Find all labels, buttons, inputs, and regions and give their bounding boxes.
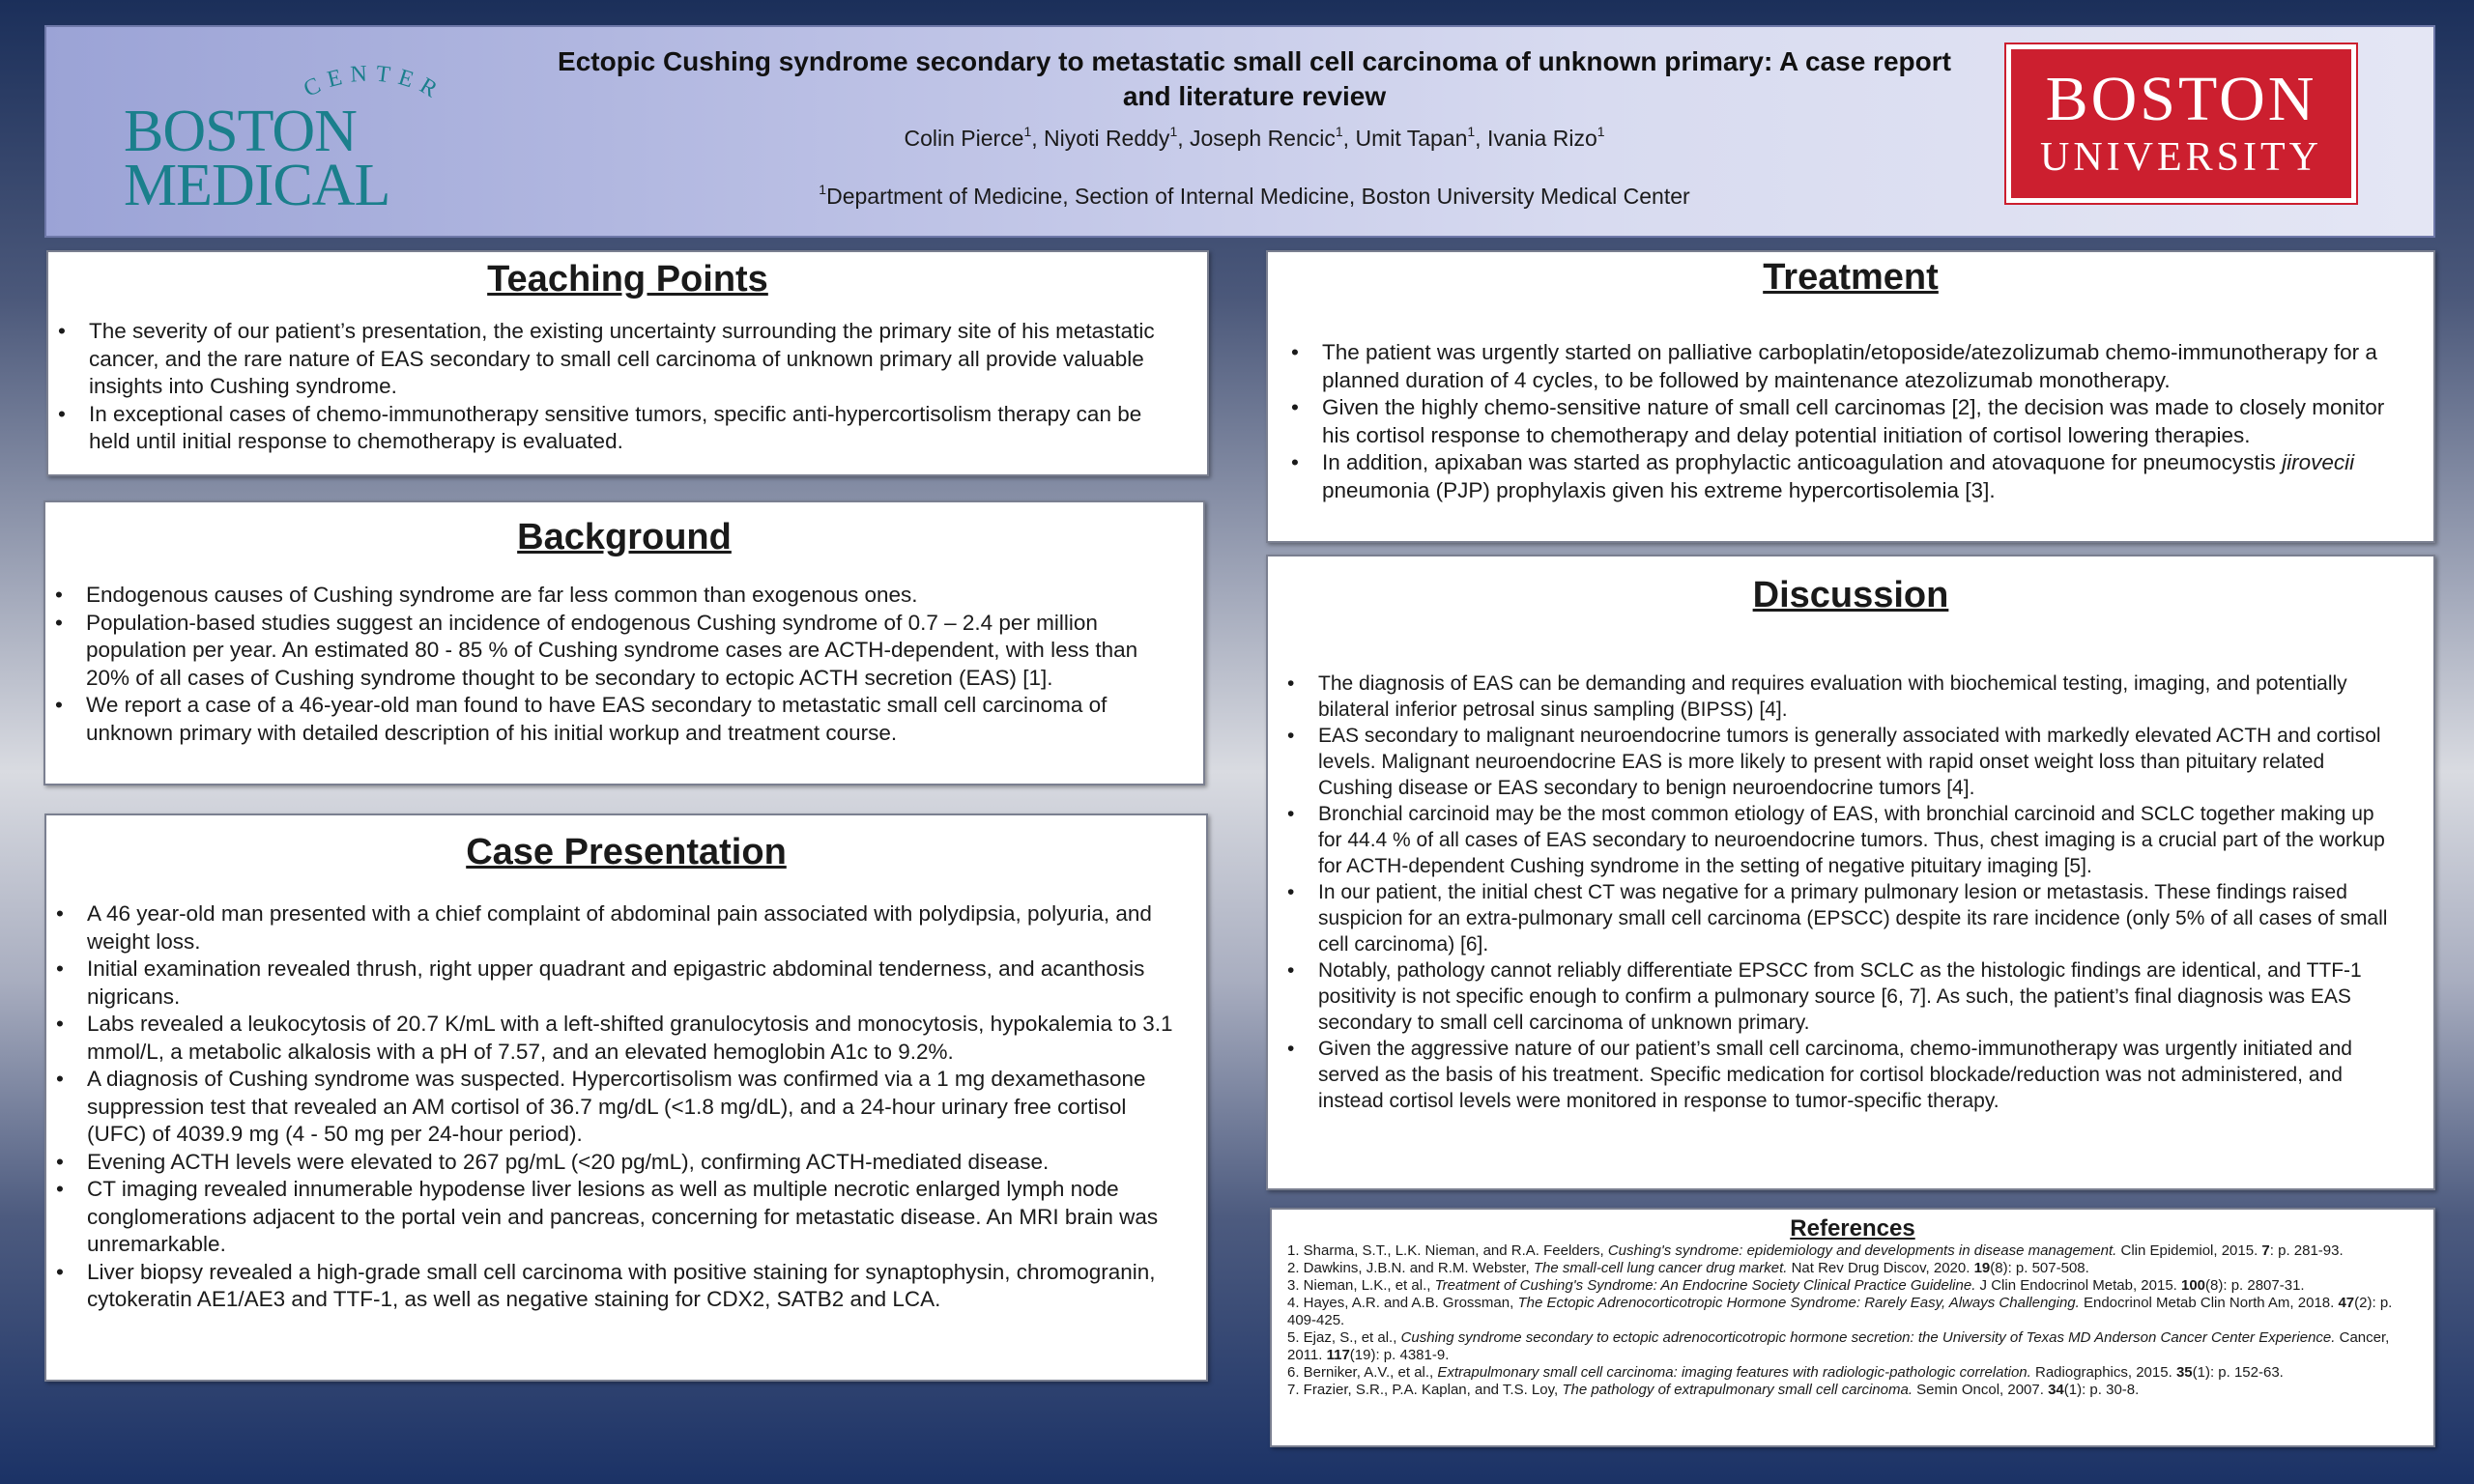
reference-item: 6. Berniker, A.V., et al., Extrapulmonary small cell carcinoma: imaging features with radiologic-pathologic correlation. Radiographics, 2015. 35(1): p. 152-63.: [1287, 1364, 2284, 1381]
list-item: • In addition, apixaban was started as prophylactic anticoagulation and atovaquone for pneumocystis jirovecii pneumonia (PJP) prophylaxis given his extreme hypercortisolemia [3].: [1281, 449, 2404, 504]
section-heading: Teaching Points: [487, 259, 768, 300]
author: Umit Tapan$^1$: [1355, 124, 1476, 151]
author: Niyoti Reddy$^1$: [1044, 124, 1178, 151]
list-item: • We report a case of a 46-year-old man found to have EAS secondary to metastatic small cell carcinoma of unknown primary with detailed description of his initial workup and treatment course.: [45, 692, 1178, 747]
list-item: • Initial examination revealed thrush, right upper quadrant and epigastric abdominal tenderness, and acanthosis nigricans.: [46, 956, 1181, 1011]
bullet-list: [1268, 671, 2433, 1114]
teaching-points-panel: [46, 250, 1209, 476]
bu-logo-line1: BOSTON: [2045, 64, 2317, 134]
reference-item: 4. Hayes, A.R. and A.B. Grossman, The Ectopic Adrenocorticotropic Hormone Syndrome: Rarely Easy, Always Challenging. Endocrinol Metab Clin North Am, 2018. 47(2): p. 409-425.: [1287, 1295, 2393, 1328]
boston-university-logo: [2006, 44, 2356, 203]
list-item: • CT imaging revealed innumerable hypodense liver lesions as well as multiple necrotic enlarged lymph node conglomerations adjacent to the portal vein and pancreas, concerning for metastatic disease. An MRI brain was unremarkable.: [46, 1176, 1181, 1259]
author: Colin Pierce$^1$: [904, 124, 1032, 151]
list-item: • A diagnosis of Cushing syndrome was suspected. Hypercortisolism was confirmed via a 1 mg dexamethasone suppression test that revealed an AM cortisol of 36.7 mg/dL (<1.8 mg/dL), and a 24-hour urinary free cortisol (UFC) of 4039.9 mg (4 - 50 mg per 24-hour period).: [46, 1066, 1181, 1149]
logo-line2: MEDICAL: [124, 153, 390, 216]
section-heading: Treatment: [1763, 257, 1939, 298]
list-item: • Given the highly chemo-sensitive nature of small cell carcinomas [2], the decision was made to closely monitor his cortisol response to chemotherapy and delay potential initiation of cortisol lowering therapies.: [1281, 394, 2404, 449]
list-item: • Given the aggressive nature of our patient’s small cell carcinoma, chemo-immunotherapy was urgently initiated and served as the basis of his treatment. Specific medication for cortisol blockade/reduction was not administered, and instead cortisol levels were monitored in response to tumor-specific therapy.: [1278, 1036, 2399, 1114]
list-item: • Population-based studies suggest an incidence of endogenous Cushing syndrome of 0.7 – 2.4 per million population per year. An estimated 80 - 85 % of Cushing syndrome cases are ACTH-dependent, with less than 20% of all cases of Cushing syndrome thought to be secondary to ectopic ACTH secretion (EAS) [1].: [45, 610, 1178, 693]
author-list: Colin Pierce$^1$, Niyoti Reddy$^1$, Joseph Rencic$^1$, Umit Tapan$^1$, Ivania Rizo$^1$: [904, 124, 1605, 151]
bu-logo-line2: UNIVERSITY: [2040, 135, 2322, 180]
discussion-panel: [1266, 555, 2435, 1190]
case-presentation-panel: [44, 813, 1208, 1382]
section-heading: Background: [517, 517, 732, 557]
poster-title: Ectopic Cushing syndrome secondary to metastatic small cell carcinoma of unknown primary: A case report and literature review: [558, 46, 1951, 111]
section-heading: Case Presentation: [466, 832, 787, 872]
bullet-list: [48, 318, 1207, 456]
references-heading: References: [1790, 1215, 1915, 1241]
list-item: • A 46 year-old man presented with a chief complaint of abdominal pain associated with polydipsia, polyuria, and weight loss.: [46, 900, 1181, 956]
reference-item: 1. Sharma, S.T., L.K. Nieman, and R.A. Feelders, Cushing's syndrome: epidemiology and developments in disease management. Clin Epidemiol, 2015. 7: p. 281-93.: [1287, 1242, 2344, 1259]
author: Ivania Rizo$^1$: [1486, 124, 1605, 151]
bullet-list: [45, 582, 1203, 747]
list-item: • The severity of our patient’s presentation, the existing uncertainty surrounding the primary site of his metastatic cancer, and the rare nature of EAS secondary to small cell carcinoma of unknown primary all provide valuable insights into Cushing syndrome.: [48, 318, 1182, 401]
list-item: • EAS secondary to malignant neuroendocrine tumors is generally associated with markedly elevated ACTH and cortisol levels. Malignant neuroendocrine EAS is more likely to present with rapid onset weight loss than pituitary related Cushing disease or EAS secondary to benign neuroendocrine tumors [4].: [1278, 723, 2399, 801]
list-item: • Labs revealed a leukocytosis of 20.7 K/mL with a left-shifted granulocytosis and monocytosis, hypokalemia to 3.1 mmol/L, a metabolic alkalosis with a pH of 7.57, and an elevated hemoglobin A1c to 9.2%.: [46, 1011, 1181, 1066]
logo-line1: BOSTON: [124, 99, 357, 164]
section-heading: Discussion: [1752, 575, 1949, 615]
reference-item: 3. Nieman, L.K., et al., Treatment of Cushing's Syndrome: An Endocrine Society Clinical Practice Guideline. J Clin Endocrinol Metab, 2015. 100(8): p. 2807-31.: [1287, 1277, 2305, 1294]
list-item: • In our patient, the initial chest CT was negative for a primary pulmonary lesion or metastasis. These findings raised suspicion for an extra-pulmonary small cell carcinoma (EPSCC) despite its rare incidence (only 5% of all cases of small cell carcinoma) [6].: [1278, 879, 2399, 957]
reference-item: 2. Dawkins, J.B.N. and R.M. Webster, The small-cell lung cancer drug market. Nat Rev Drug Discov, 2020. 19(8): p. 507-508.: [1287, 1260, 2089, 1276]
list-item: • In exceptional cases of chemo-immunotherapy sensitive tumors, specific anti-hypercortisolism therapy can be held until initial response to chemotherapy is evaluated.: [48, 401, 1182, 456]
list-item: • The patient was urgently started on palliative carboplatin/etoposide/atezolizumab chemo-immunotherapy for a planned duration of 4 cycles, to be followed by maintenance atezolizumab monotherapy.: [1281, 339, 2404, 394]
list-item: • Endogenous causes of Cushing syndrome are far less common than exogenous ones.: [45, 582, 1178, 610]
reference-item: 5. Ejaz, S., et al., Cushing syndrome secondary to ectopic adrenocorticotropic hormone secretion: the University of Texas MD Anderson Cancer Center Experience. Cancer, 2011. 117(19): p. 4381-9.: [1287, 1329, 2390, 1363]
list-item: • Bronchial carcinoid may be the most common etiology of EAS, with bronchial carcinoid and SCLC together making up for 44.4 % of all cases of EAS secondary to neuroendocrine tumors. Thus, chest imaging is a crucial part of the workup for ACTH-dependent Cushing syndrome in the setting of negative pituitary imaging [5].: [1278, 801, 2399, 879]
list-item: • Notably, pathology cannot reliably differentiate EPSCC from SCLC as the histologic findings are identical, and TTF-1 positivity is not specific enough to confirm a pulmonary source [6, 7]. As such, the patient’s final diagnosis was EAS secondary to small cell carcinoma of unknown primary.: [1278, 957, 2399, 1036]
list-item: • Liver biopsy revealed a high-grade small cell carcinoma with positive staining for synaptophysin, chromogranin, cytokeratin AE1/AE3 and TTF-1, as well as negative staining for CDX2, SATB2 and LCA.: [46, 1259, 1181, 1314]
poster-header: [44, 25, 2435, 238]
references-panel: [1270, 1208, 2435, 1447]
background-panel: [43, 500, 1205, 785]
affiliation: $^1$Department of Medicine, Section of Internal Medicine, Boston University Medical Center: [819, 182, 1690, 209]
logo-arc-text: CENTER: [300, 61, 448, 107]
author: Joseph Rencic$^1$: [1190, 124, 1343, 151]
treatment-panel: [1266, 250, 2435, 543]
boston-medical-center-logo: [124, 43, 481, 216]
reference-item: 7. Frazier, S.R., P.A. Kaplan, and T.S. Loy, The pathology of extrapulmonary small cell carcinoma. Semin Oncol, 2007. 34(1): p. 30-8.: [1287, 1382, 2140, 1398]
list-item: • Evening ACTH levels were elevated to 267 pg/mL (<20 pg/mL), confirming ACTH-mediated disease.: [46, 1149, 1181, 1177]
bullet-list: [46, 900, 1206, 1314]
list-item: • The diagnosis of EAS can be demanding and requires evaluation with biochemical testing, imaging, and potentially bilateral inferior petrosal sinus sampling (BIPSS) [4].: [1278, 671, 2399, 723]
bullet-list: [1268, 339, 2433, 504]
